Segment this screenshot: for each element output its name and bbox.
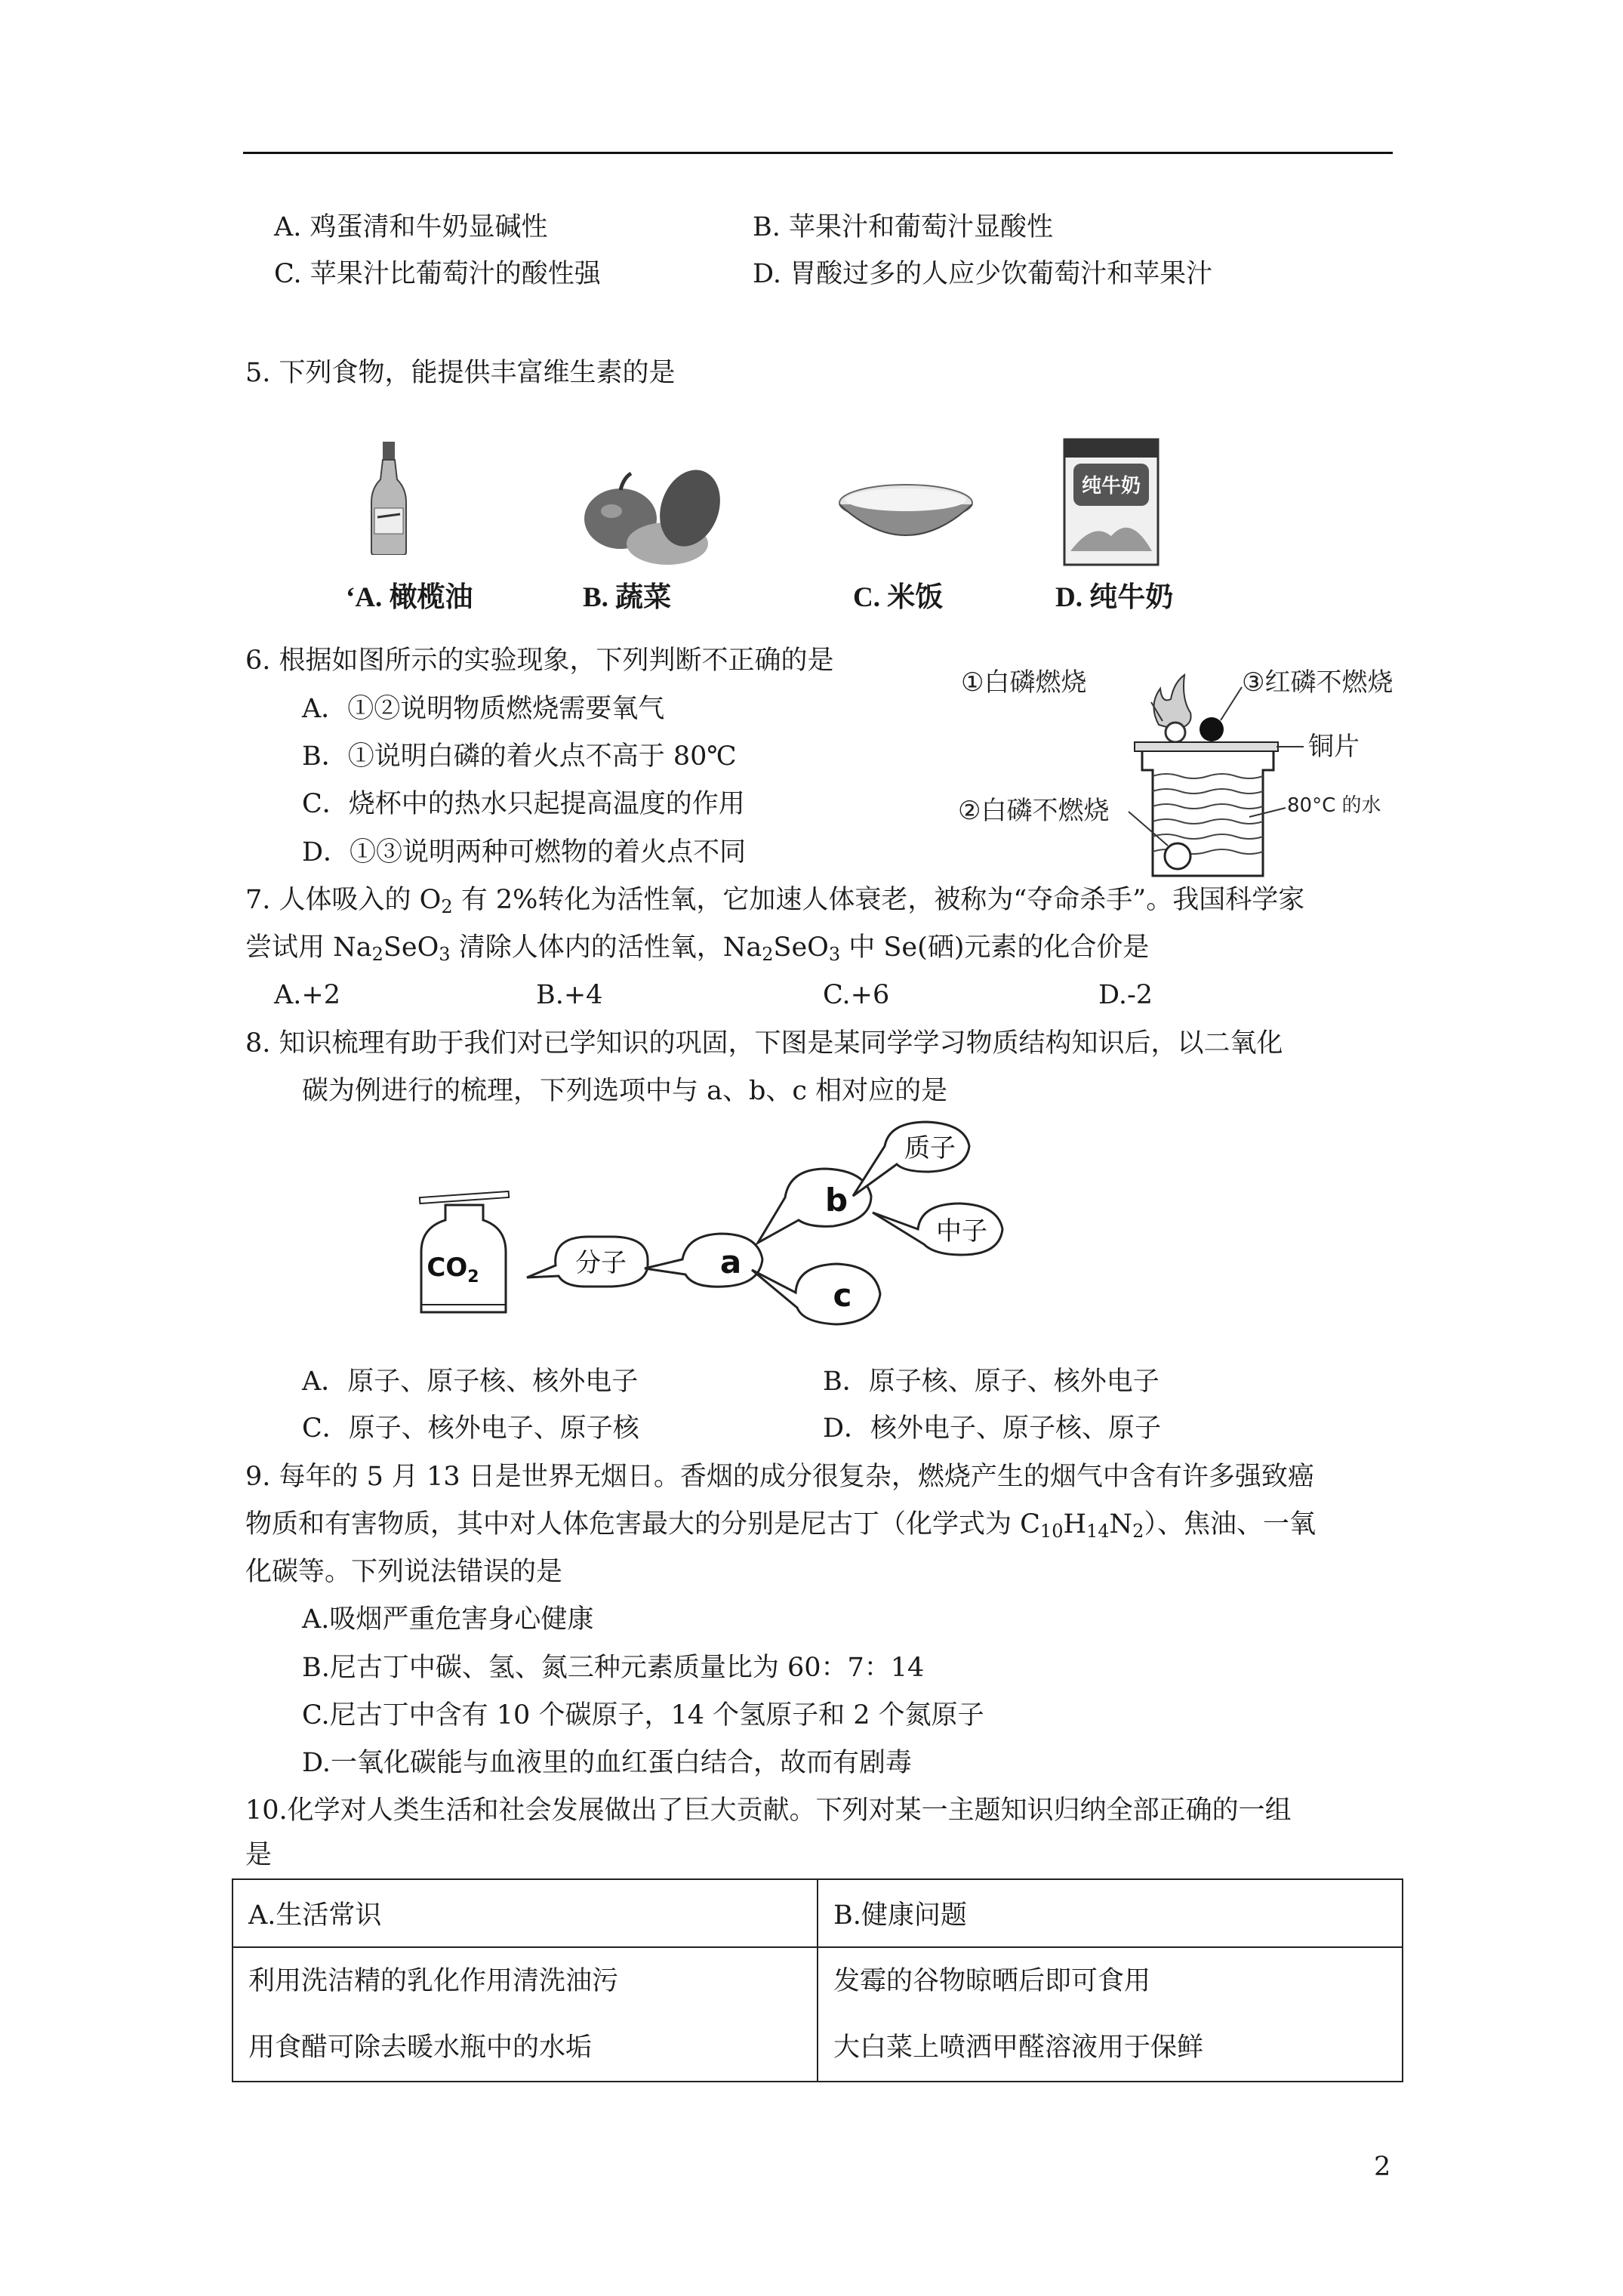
- q8-option-d: D．核外电子、原子核、原子: [823, 1413, 1162, 1444]
- b-label: b: [824, 1182, 848, 1219]
- phosphorus-combustion-diagram: [947, 657, 1408, 883]
- q6-stem: 6. 根据如图所示的实验现象，下列判断不正确的是: [245, 646, 834, 676]
- jar-formula: $CO_2$: [427, 1253, 479, 1287]
- q9-option-d: D.一氧化碳能与血液里的血红蛋白结合，故而有剧毒: [302, 1748, 912, 1778]
- submerged-white-phosphorus-icon: [1165, 843, 1190, 869]
- q7-line-2: 尝试用 $Na_2SeO_3$ 清除人体内的活性氧，$Na_2SeO_3$ 中 Se(硒)元素的化合价是: [245, 932, 1150, 965]
- q7-line-1: 7. 人体吸入的 $O_2$ 有 2%转化为活性氧，它加速人体衰老，被称为“夺命杀手”。我国科学家: [245, 885, 1305, 917]
- label-hot-water: 80°C 的水: [1287, 794, 1381, 817]
- milk-carton-icon: [1063, 438, 1160, 566]
- label-white-phosphorus-burning: ①白磷燃烧: [961, 667, 1087, 698]
- table-head-right: B.健康问题: [818, 1879, 1403, 1947]
- q6-option-b: B．①说明白磷的着火点不高于 80℃: [302, 741, 737, 772]
- q8-line-1: 8. 知识梳理有助于我们对已学知识的巩固，下图是某同学学习物质结构知识后，以二氧化: [245, 1028, 1283, 1059]
- q9-line-1: 9. 每年的 5 月 13 日是世界无烟日。香烟的成分很复杂，燃烧产生的烟气中含有许多强致癌: [245, 1462, 1314, 1492]
- table-cell-right: 发霉的谷物晾晒后即可食用 大白菜上喷洒甲醛溶液用于保鲜: [818, 1947, 1403, 2082]
- q10-table: [232, 1878, 1403, 2082]
- q6-option-c: C．烧杯中的热水只起提高温度的作用: [302, 789, 745, 819]
- flame-icon: [1153, 675, 1190, 729]
- page-number: 2: [1374, 2152, 1391, 2182]
- molecule-label: 分子: [575, 1248, 627, 1278]
- white-phosphorus-burning-icon: [1166, 723, 1185, 742]
- q9-option-a: A.吸烟严重危害身心健康: [302, 1604, 594, 1635]
- q5-option-d: D. 纯牛奶: [1055, 582, 1174, 613]
- q4-option-c: C. 苹果汁比葡萄汁的酸性强: [274, 259, 601, 289]
- table-head-left: A.生活常识: [233, 1879, 818, 1947]
- q8-line-2: 碳为例进行的梳理，下列选项中与 a、b、c 相对应的是: [302, 1076, 948, 1106]
- copper-plate: [1135, 742, 1278, 751]
- jar-lid: [420, 1191, 509, 1203]
- rice-bowl-icon: [836, 483, 976, 547]
- matter-structure-diagram: [414, 1114, 1033, 1333]
- milk-box-text: 纯牛奶: [1081, 475, 1141, 498]
- table-row: [233, 1879, 1403, 1947]
- vegetable-pepper-icon: [575, 464, 734, 566]
- a-bubble: [645, 1234, 762, 1287]
- proton-label: 质子: [904, 1133, 956, 1163]
- c-bubble: [752, 1264, 880, 1324]
- q7-option-d: D.-2: [1098, 980, 1153, 1010]
- q9-line-2: 物质和有害物质，其中对人体危害最大的分别是尼古丁（化学式为 $C_{10}H_{14}N_2$）、焦油、一氧: [245, 1509, 1316, 1542]
- a-label: a: [719, 1244, 742, 1281]
- q10-line-2: 是: [245, 1840, 273, 1870]
- q7-option-a: A.+2: [274, 980, 340, 1010]
- q5-stem: 5. 下列食物，能提供丰富维生素的是: [245, 358, 676, 388]
- q7-option-c: C.+6: [823, 980, 890, 1010]
- q8-option-c: C．原子、核外电子、原子核: [302, 1413, 639, 1444]
- neutron-label: 中子: [936, 1216, 987, 1247]
- q9-line-3: 化碳等。下列说法错误的是: [245, 1557, 563, 1587]
- label-white-phosphorus-not-burning: ②白磷不燃烧: [958, 796, 1110, 826]
- olive-oil-bottle-icon: [370, 442, 408, 555]
- q6-option-d: D．①③说明两种可燃物的着火点不同: [302, 837, 747, 868]
- q9-option-b: B.尼古丁中碳、氢、氮三种元素质量比为 60：7：14: [302, 1653, 925, 1683]
- q5-option-a: ‘A. 橄榄油: [346, 582, 473, 613]
- q5-option-c: C. 米饭: [853, 582, 944, 613]
- q6-option-a: A．①②说明物质燃烧需要氧气: [302, 694, 665, 724]
- q4-option-b: B. 苹果汁和葡萄汁显酸性: [753, 212, 1053, 242]
- q4-option-d: D. 胃酸过多的人应少饮葡萄汁和苹果汁: [753, 259, 1213, 289]
- q4-option-a: A. 鸡蛋清和牛奶显碱性: [274, 212, 548, 242]
- q8-option-a: A．原子、原子核、核外电子: [302, 1367, 639, 1397]
- header-rule: [243, 152, 1393, 154]
- q5-option-b: B. 蔬菜: [583, 582, 672, 613]
- q8-option-b: B．原子核、原子、核外电子: [823, 1367, 1160, 1397]
- label-copper-plate: 铜片: [1308, 732, 1360, 762]
- label-red-phosphorus-not-burning: ③红磷不燃烧: [1242, 667, 1394, 698]
- q10-line-1: 10.化学对人类生活和社会发展做出了巨大贡献。下列对某一主题知识归纳全部正确的一组: [245, 1795, 1292, 1826]
- table-row: [233, 1947, 1403, 2082]
- q9-option-c: C.尼古丁中含有 10 个碳原子，14 个氢原子和 2 个氮原子: [302, 1700, 984, 1730]
- red-phosphorus-icon: [1200, 717, 1224, 741]
- c-label: c: [833, 1277, 852, 1314]
- q7-option-b: B.+4: [536, 980, 603, 1010]
- b-bubble: [758, 1169, 871, 1243]
- beaker: [1142, 752, 1273, 876]
- table-cell-left: 利用洗洁精的乳化作用清洗油污 用食醋可除去暖水瓶中的水垢: [233, 1947, 818, 2082]
